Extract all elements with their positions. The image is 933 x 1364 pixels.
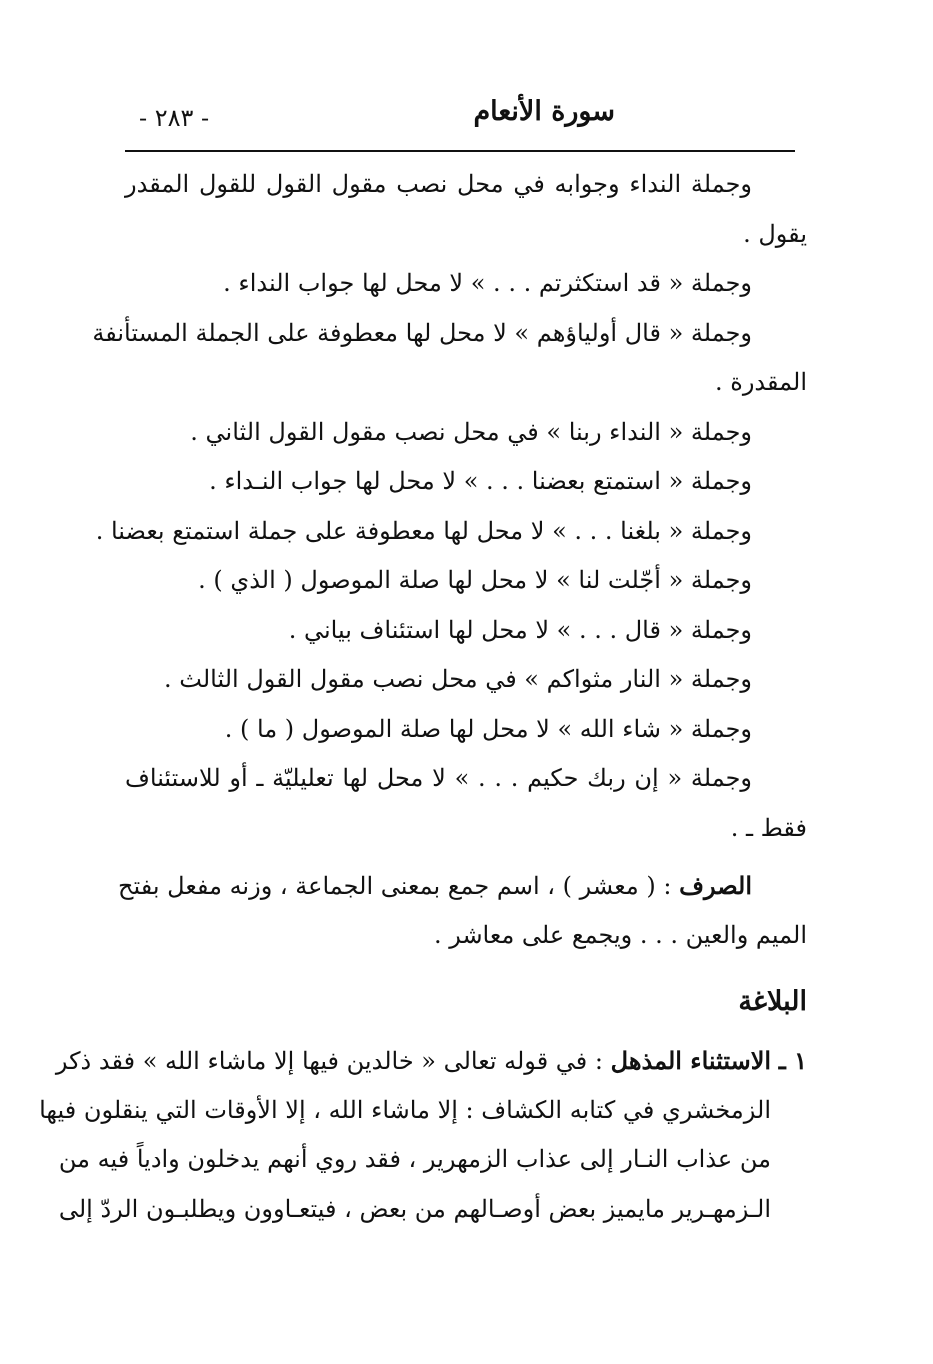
balagha-line: [55, 1036, 807, 1086]
balagha-item-number: ١ ـ: [778, 1046, 807, 1075]
sarf-line: الميم والعين . . . ويجمع على معاشر .: [433, 920, 807, 949]
balagha-heading: البلاغة: [738, 986, 807, 1017]
spacer: [125, 853, 807, 861]
text-line: وجملة « بلغنا . . . » لا محل لها معطوفة على جملة استمتع بعضنا .: [95, 516, 752, 545]
text-line: وجملة « أجّلت لنا » لا محل لها صلة الموصول ( الذي ) .: [198, 566, 752, 594]
page-body: [39, 160, 807, 1234]
sarf-line: [118, 861, 807, 911]
page-number: - ٢٨٣ -: [139, 104, 210, 132]
balagha-line: الزمخشري في كتابه الكشاف : إلا ماشاء الله ، إلا الأوقات التي ينقلون فيها: [39, 1095, 771, 1124]
text-line: وجملة « النداء ربنا » في محل نصب مقول القول الثاني .: [190, 417, 752, 446]
balagha-line: من عذاب النـار إلى عذاب الزمهرير ، فقد روي أنهم يدخلون وادياً فيه من: [58, 1145, 771, 1173]
text-line: المقدرة .: [714, 368, 807, 396]
text-line: وجملة « قال أولياؤهم » لا محل لها معطوفة على الجملة المستأنفة: [92, 318, 752, 347]
surah-title: سورة الأنعام: [473, 96, 615, 127]
spacer: [125, 960, 807, 976]
balagha-line: الـزمهـرير مايميز بعض أوصـالهم من بعض ، فيتعـاوون ويطلبـون الردّ إلى: [58, 1194, 771, 1223]
spacer: [125, 1028, 807, 1036]
text-line: وجملة « النار مثواكم » في محل نصب مقول القول الثالث .: [164, 665, 752, 693]
balagha-text: : في قوله تعالى « خالدين فيها إلا ماشاء الله » فقد ذكر: [55, 1047, 603, 1075]
text-line: وجملة « شاء الله » لا محل لها صلة الموصول ( ما ) .: [224, 714, 752, 743]
text-line: وجملة « قال . . . » لا محل لها استئناف بياني .: [288, 615, 752, 644]
text-line: فقط ـ .: [730, 813, 807, 842]
text-line: وجملة « إن ربك حكيم . . . » لا محل لها تعليليّة ـ أو للاستئناف: [125, 764, 752, 792]
text-line: وجملة « قد استكثرتم . . . » لا محل لها جواب النداء .: [223, 269, 752, 297]
header-rule: [125, 150, 795, 152]
text-line: وجملة « استمتع بعضنا . . . » لا محل لها جواب النـداء .: [209, 467, 752, 495]
balagha-item-label: الاستثناء المذهل: [610, 1046, 772, 1075]
text-line: وجملة النداء وجوابه في محل نصب مقول القول للقول المقدر: [125, 170, 752, 198]
page-header: [125, 96, 795, 148]
sarf-text: : ( معشر ) ، اسم جمع بمعنى الجماعة ، وزنه مفعل بفتح: [118, 872, 672, 900]
sarf-label: الصرف: [679, 871, 752, 900]
text-line: يقول .: [743, 219, 807, 248]
